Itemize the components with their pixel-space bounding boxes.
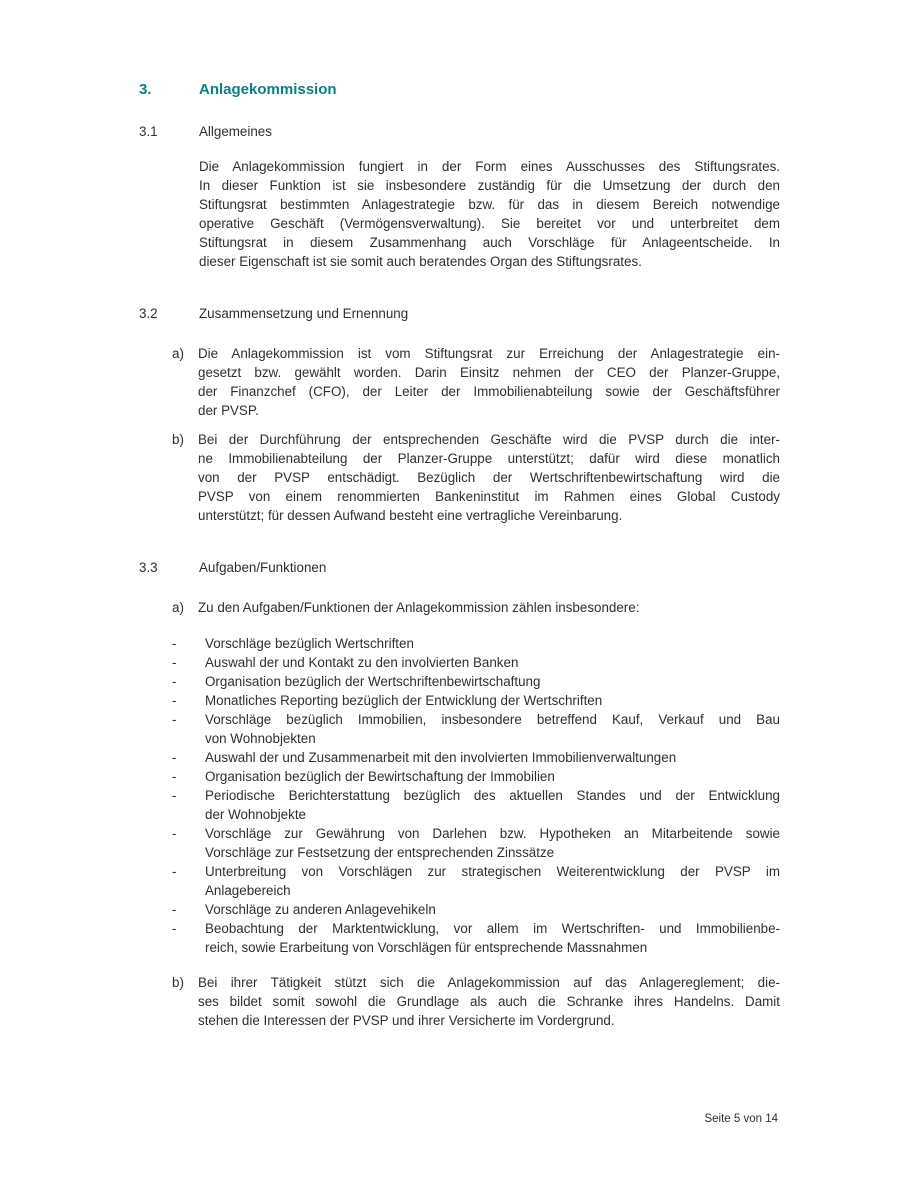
text-line: von der PVSP entschädigt. Bezüglich der Wertschriftenbewirtschaftung wird die bbox=[198, 470, 780, 485]
section-title: Zusammensetzung und Ernennung bbox=[199, 306, 409, 321]
sections-container bbox=[139, 122, 780, 1030]
text-line: Zu den Aufgaben/Funktionen der Anlagekommission zählen insbesondere: bbox=[198, 600, 640, 615]
text-line: Anlagebereich bbox=[205, 883, 291, 898]
item-text bbox=[205, 748, 780, 767]
text-line: Auswahl der und Zusammenarbeit mit den involvierten Immobilienverwaltungen bbox=[205, 750, 677, 765]
item-letter-label: a) bbox=[172, 346, 184, 361]
text-line: Stiftungsrat bestimmten Anlagestrategie bzw. für das in diesem Bereich notwendige bbox=[199, 197, 780, 212]
section bbox=[139, 122, 780, 271]
item-text bbox=[205, 900, 780, 919]
item-text bbox=[205, 786, 780, 824]
text-line: Stiftungsrat in diesem Zusammenhang auch Vorschläge für Anlageentscheide. In bbox=[199, 235, 780, 250]
text-line: Periodische Berichterstattung bezüglich des aktuellen Standes und der Entwicklung bbox=[205, 788, 780, 803]
dash-list-item bbox=[139, 919, 780, 957]
dash-bullet: - bbox=[172, 864, 177, 879]
section-number: 3.2 bbox=[139, 306, 158, 321]
lettered-item bbox=[139, 344, 780, 420]
lettered-item bbox=[139, 430, 780, 525]
chapter-heading bbox=[139, 80, 780, 100]
text-line: dieser Eigenschaft ist sie somit auch beratendes Organ des Stiftungsrates. bbox=[199, 254, 642, 269]
text-line: Auswahl der und Kontakt zu den involvierten Banken bbox=[205, 655, 519, 670]
lettered-item bbox=[139, 973, 780, 1030]
item-text bbox=[198, 973, 780, 1030]
section bbox=[139, 558, 780, 1030]
dash-list-item bbox=[139, 748, 780, 767]
dash-bullet: - bbox=[172, 674, 177, 689]
text-line: Organisation bezüglich der Bewirtschaftung der Immobilien bbox=[205, 769, 555, 784]
text-line: gesetzt bzw. gewählt worden. Darin Einsitz nehmen der CEO der Planzer-Gruppe, bbox=[198, 365, 780, 380]
text-line: der Wohnobjekte bbox=[205, 807, 306, 822]
text-line: Vorschläge zu anderen Anlagevehikeln bbox=[205, 902, 436, 917]
text-line: Monatliches Reporting bezüglich der Entwicklung der Wertschriften bbox=[205, 693, 603, 708]
dash-bullet: - bbox=[172, 636, 177, 651]
section-title: Aufgaben/Funktionen bbox=[199, 560, 327, 575]
text-line: Vorschläge zur Festsetzung der entsprechenden Zinssätze bbox=[205, 845, 555, 860]
text-line: Vorschläge zur Gewährung von Darlehen bzw. Hypotheken an Mitarbeitende sowie bbox=[205, 826, 780, 841]
item-text bbox=[205, 710, 780, 748]
dash-bullet: - bbox=[172, 902, 177, 917]
dash-list bbox=[139, 634, 780, 957]
text-line: der Finanzchef (CFO), der Leiter der Immobilienabteilung sowie der Geschäftsführer bbox=[198, 384, 780, 399]
text-line: Bei der Durchführung der entsprechenden Geschäfte wird die PVSP durch die inter- bbox=[198, 432, 780, 447]
item-text bbox=[205, 634, 780, 653]
dash-bullet: - bbox=[172, 769, 177, 784]
dash-bullet: - bbox=[172, 655, 177, 670]
dash-list-item bbox=[139, 672, 780, 691]
text-line: PVSP von einem renommierten Bankeninstitut im Rahmen eines Global Custody bbox=[198, 489, 780, 504]
section-heading bbox=[139, 122, 780, 141]
dash-list-item bbox=[139, 767, 780, 786]
section-title: Allgemeines bbox=[199, 124, 272, 139]
text-line: Beobachtung der Marktentwicklung, vor allem im Wertschriften- und Immobilienbe- bbox=[205, 921, 780, 936]
item-letter-label: a) bbox=[172, 600, 184, 615]
text-line: Die Anlagekommission ist vom Stiftungsrat zur Erreichung der Anlagestrategie ein- bbox=[198, 346, 780, 361]
item-text bbox=[205, 862, 780, 900]
dash-bullet: - bbox=[172, 826, 177, 841]
dash-list-item bbox=[139, 710, 780, 748]
dash-bullet: - bbox=[172, 693, 177, 708]
text-line: ses bildet somit sowohl die Grundlage als auch die Schranke ihres Handelns. Damit bbox=[198, 994, 780, 1009]
item-text bbox=[205, 767, 780, 786]
section-heading bbox=[139, 304, 780, 323]
text-line: Vorschläge bezüglich Immobilien, insbesondere betreffend Kauf, Verkauf und Bau bbox=[205, 712, 780, 727]
item-letter-label: b) bbox=[172, 975, 184, 990]
item-letter-label: b) bbox=[172, 432, 184, 447]
text-line: In dieser Funktion ist sie insbesondere zuständig für die Umsetzung der durch den bbox=[199, 178, 780, 193]
dash-list-item bbox=[139, 900, 780, 919]
page-footer: Seite 5 von 14 bbox=[704, 1113, 778, 1125]
text-line: der PVSP. bbox=[198, 403, 259, 418]
dash-list-item bbox=[139, 824, 780, 862]
item-text bbox=[198, 430, 780, 525]
dash-bullet: - bbox=[172, 921, 177, 936]
text-line: Vorschläge bezüglich Wertschriften bbox=[205, 636, 414, 651]
item-text bbox=[205, 691, 780, 710]
text-line: operative Geschäft (Vermögensverwaltung). Sie bereitet vor und unterbreitet dem bbox=[199, 216, 780, 231]
body-paragraph bbox=[199, 157, 780, 271]
dash-list-item bbox=[139, 786, 780, 824]
text-line: stehen die Interessen der PVSP und ihrer Versicherte im Vordergrund. bbox=[198, 1013, 615, 1028]
dash-list-item bbox=[139, 653, 780, 672]
dash-bullet: - bbox=[172, 712, 177, 727]
text-line: Unterbreitung von Vorschlägen zur strategischen Weiterentwicklung der PVSP im bbox=[205, 864, 780, 879]
lettered-item bbox=[139, 598, 780, 617]
text-line: unterstützt; für dessen Aufwand besteht eine vertragliche Vereinbarung. bbox=[198, 508, 623, 523]
text-line: reich, sowie Erarbeitung von Vorschlägen für entsprechende Massnahmen bbox=[205, 940, 648, 955]
item-text bbox=[205, 919, 780, 957]
dash-list-item bbox=[139, 862, 780, 900]
item-text bbox=[205, 672, 780, 691]
section bbox=[139, 304, 780, 525]
dash-list-item bbox=[139, 634, 780, 653]
item-text bbox=[205, 653, 780, 672]
dash-bullet: - bbox=[172, 788, 177, 803]
chapter-title: Anlagekommission bbox=[199, 81, 337, 98]
item-text bbox=[198, 598, 780, 617]
text-line: ne Immobilienabteilung der Planzer-Gruppe unterstützt; dafür wird diese monatlich bbox=[198, 451, 780, 466]
text-line: Die Anlagekommission fungiert in der Form eines Ausschusses des Stiftungsrates. bbox=[199, 159, 780, 174]
section-number: 3.1 bbox=[139, 124, 158, 139]
item-text bbox=[205, 824, 780, 862]
item-text bbox=[198, 344, 780, 420]
text-line: Bei ihrer Tätigkeit stützt sich die Anlagekommission auf das Anlagereglement; die- bbox=[198, 975, 780, 990]
section-number: 3.3 bbox=[139, 560, 158, 575]
dash-bullet: - bbox=[172, 750, 177, 765]
text-line: Organisation bezüglich der Wertschriftenbewirtschaftung bbox=[205, 674, 541, 689]
section-heading bbox=[139, 558, 780, 577]
dash-list-item bbox=[139, 691, 780, 710]
text-line: von Wohnobjekten bbox=[205, 731, 316, 746]
chapter-number: 3. bbox=[139, 81, 152, 98]
